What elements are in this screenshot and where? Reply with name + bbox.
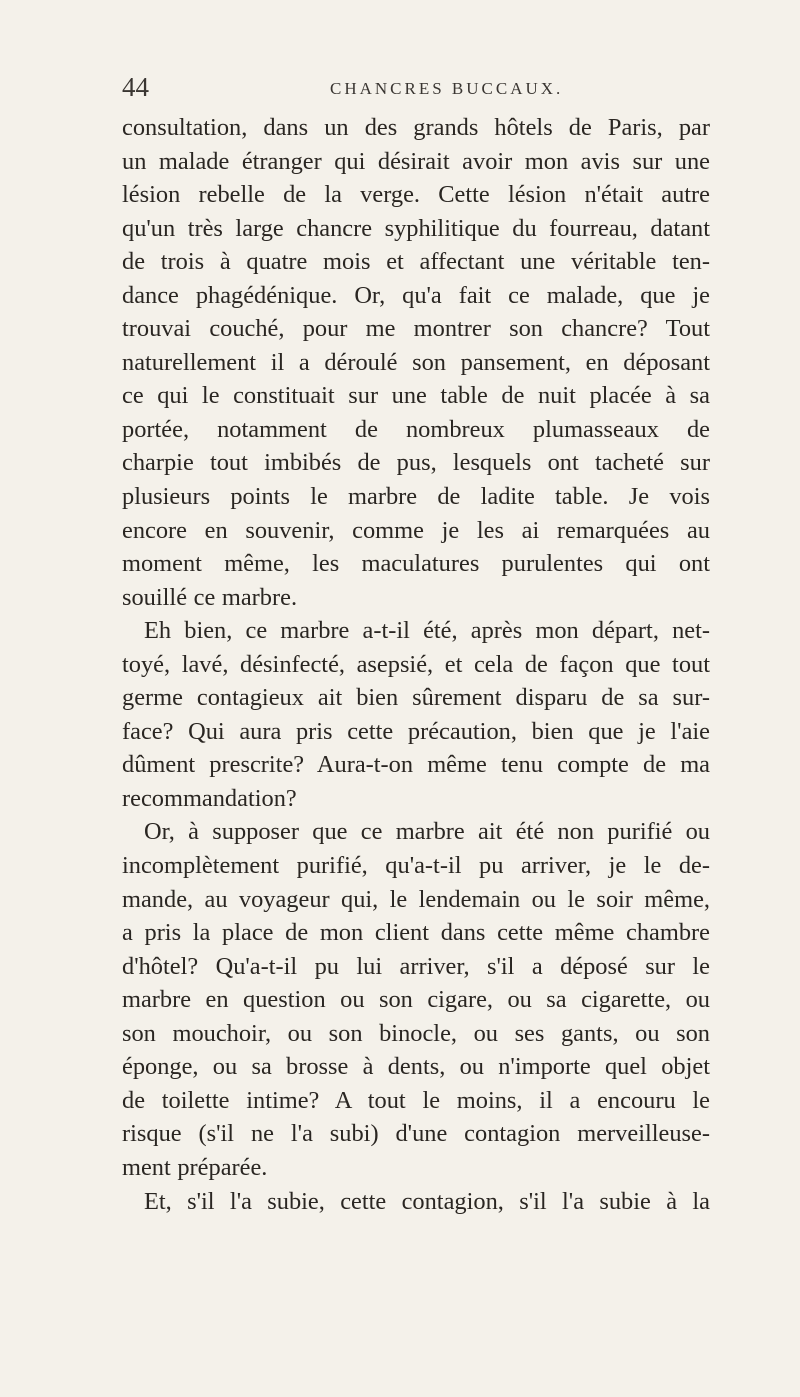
text-line: risque (s'il ne l'a subi) d'une contagion merveilleuse- — [122, 1120, 710, 1148]
text-line: de trois à quatre mois et affectant une véritable ten- — [122, 248, 710, 276]
text-line: ce qui le constituait sur une table de nuit placée à sa — [122, 382, 710, 410]
text-line: portée, notamment de nombreux plumasseaux de — [122, 415, 710, 443]
text-line: qu'un très large chancre syphilitique du fourreau, datant — [122, 214, 710, 242]
text-line: éponge, ou sa brosse à dents, ou n'importe quel objet — [122, 1053, 710, 1081]
running-head: CHANCRES BUCCAUX. — [330, 79, 564, 98]
paragraph — [122, 111, 710, 614]
text-line: son mouchoir, ou son binocle, ou ses gants, ou son — [122, 1019, 710, 1047]
text-line: Or, à supposer que ce marbre ait été non purifié ou — [144, 818, 710, 846]
page-header — [122, 72, 722, 102]
text-line: toyé, lavé, désinfecté, asepsié, et cela de façon que tout — [122, 650, 710, 678]
text-line: mande, au voyageur qui, le lendemain ou le soir même, — [122, 885, 710, 913]
text-line: d'hôtel? Qu'a-t-il pu lui arriver, s'il a déposé sur le — [122, 952, 710, 980]
text-line: naturellement il a déroulé son pansement, en déposant — [122, 348, 710, 376]
text-line: encore en souvenir, comme je les ai remarquées au — [122, 516, 710, 544]
text-line: dance phagédénique. Or, qu'a fait ce malade, que je — [122, 281, 710, 309]
text-line: Eh bien, ce marbre a-t-il été, après mon départ, net- — [144, 617, 710, 645]
body-text — [122, 111, 710, 1218]
text-line: Et, s'il l'a subie, cette contagion, s'il l'a subie à la — [144, 1187, 710, 1215]
paragraph — [122, 614, 710, 815]
text-line: moment même, les maculatures purulentes qui ont — [122, 550, 710, 578]
text-line: lésion rebelle de la verge. Cette lésion n'était autre — [122, 181, 710, 209]
text-line: germe contagieux ait bien sûrement disparu de sa sur- — [122, 684, 710, 712]
text-line: ment préparée. — [122, 1153, 268, 1181]
text-line: recommandation? — [122, 784, 297, 812]
text-line: souillé ce marbre. — [122, 583, 298, 611]
text-line: consultation, dans un des grands hôtels de Paris, par — [122, 114, 710, 141]
page-number: 44 — [122, 72, 149, 102]
text-line: a pris la place de mon client dans cette même chambre — [122, 919, 710, 947]
text-line: incomplètement purifié, qu'a-t-il pu arriver, je le de- — [122, 852, 710, 880]
paragraph — [122, 815, 710, 1184]
text-line: charpie tout imbibés de pus, lesquels ont tacheté sur — [122, 449, 710, 477]
text-line: plusieurs points le marbre de ladite table. Je vois — [122, 483, 710, 511]
text-line: face? Qui aura pris cette précaution, bien que je l'aie — [122, 717, 710, 745]
paragraph — [122, 1185, 710, 1219]
text-line: un malade étranger qui désirait avoir mon avis sur une — [122, 147, 710, 175]
text-line: de toilette intime? A tout le moins, il a encouru le — [122, 1086, 710, 1114]
text-line: marbre en question ou son cigare, ou sa cigarette, ou — [122, 986, 710, 1014]
text-line: dûment prescrite? Aura-t-on même tenu compte de ma — [122, 751, 710, 779]
text-line: trouvai couché, pour me montrer son chancre? Tout — [122, 315, 710, 343]
